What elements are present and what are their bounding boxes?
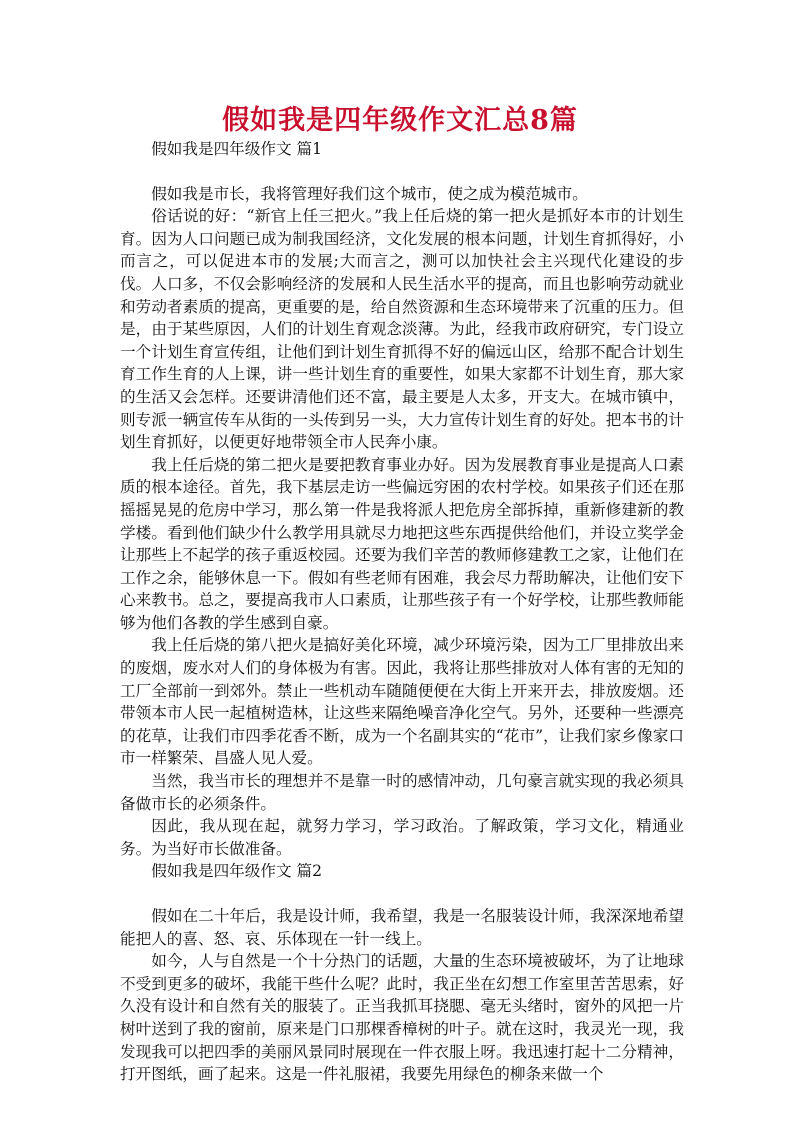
- spacer: [120, 883, 684, 905]
- paragraph: 我上任后烧的第二把火是要把教育事业办好。因为发展教育事业是提高人口素质的根本途径。首先，我下基层走访一些偏远穷困的农村学校。如果孩子们还在那摇摇晃晃的危房中学习，那么第一件是我将派人把危房全部拆掉，重新修建新的教学楼。看到他们缺少什么教学用具就尽力地把这些东西提供给他们，并设立奖学金让那些上不起学的孩子重返校园。还要为我们辛苦的教师修建教工之家，让他们在工作之余，能够休息一下。假如有些老师有困难，我会尽力帮助解决，让他们安下心来教书。总之，要提高我市人口素质，让那些孩子有一个好学校，让那些教师能够为他们各教的学生感到自豪。: [120, 455, 684, 632]
- paragraph: 我上任后烧的第八把火是搞好美化环境，减少环境污染，因为工厂里排放出来的废烟，废水对人们的身体极为有害。因此，我将让那些排放对人体有害的无知的工厂全部前一到郊外。禁止一些机动车随随便便在大街上开来开去，排放废烟。还带领本市人民一起植树造林，让这些来隔绝噪音净化空气。另外，还要种一些漂亮的花草，让我们市四季花香不断，成为一个名副其实的“花市”，让我们家乡像家口市一样繁荣、昌盛人见人爱。: [120, 636, 684, 768]
- document-body: [120, 138, 684, 1086]
- document-title: 假如我是四年级作文汇总8篇: [222, 105, 578, 136]
- paragraph: 俗话说的好：“新官上任三把火。”我上任后烧的第一把火是抓好本市的计划生育。因为人口问题已成为制我国经济，文化发展的根本问题，计划生育抓得好，小而言之，可以促进本市的发展;大而言之，测可以加快社会主兴现代化建设的步伐。人口多，不仅会影响经济的发展和人民生活水平的提高，而且也影响劳动就业和劳动者素质的提高，更重要的是，给自然资源和生态环境带来了沉重的压力。但是，由于某些原因，人们的计划生育观念淡薄。为此，经我市政府研究，专门设立一个计划生育宣传组，让他们到计划生育抓得不好的偏远山区，给那不配合计划生育工作生育的人上课，讲一些计划生育的重要性，如果大家都不计划生育，那大家的生活又会怎样。还要讲清他们还不富，最主要是人太多，开支大。在城市镇中，则专派一辆宣传车从街的一头传到另一头，大力宣传计划生育的好处。把本书的计划生育抓好，以便更好地带领全市人民奔小康。: [120, 207, 684, 452]
- spacer: [120, 161, 684, 183]
- paragraph: 因此，我从现在起，就努力学习，学习政治。了解政策，学习文化，精通业务。为当好市长做准备。: [120, 817, 684, 858]
- section-subtitle: 假如我是四年级作文 篇2: [151, 862, 323, 881]
- section-subtitle: 假如我是四年级作文 篇1: [151, 140, 323, 158]
- paragraph: 假如在二十年后，我是设计师，我希望，我是一名服装设计师，我深深地希望能把人的喜、怒、哀、乐体现在一针一线上。: [120, 907, 684, 948]
- paragraph: 如今，人与自然是一个十分热门的话题，大量的生态环境被破坏，为了让地球不受到更多的破坏，我能干些什么呢？此时，我正坐在幻想工作室里苦苦思索，好久没有设计和自然有关的服装了。正当我抓耳挠腮、毫无头绪时，窗外的风把一片树叶送到了我的窗前，原来是门口那棵香樟树的叶子。就在这时，我灵光一现，我发现我可以把四季的美丽风景同时展现在一件衣服上呀。我迅速打起十二分精神，打开图纸，画了起来。这是一件礼服裙，我要先用绿色的柳条来做一个: [120, 952, 684, 1084]
- paragraph: 当然，我当市长的理想并不是靠一时的感情冲动，几句豪言就实现的我必须具备做市长的必须条件。: [120, 772, 684, 813]
- paragraph: 假如我是市长，我将管理好我们这个城市，使之成为模范城市。: [151, 184, 588, 203]
